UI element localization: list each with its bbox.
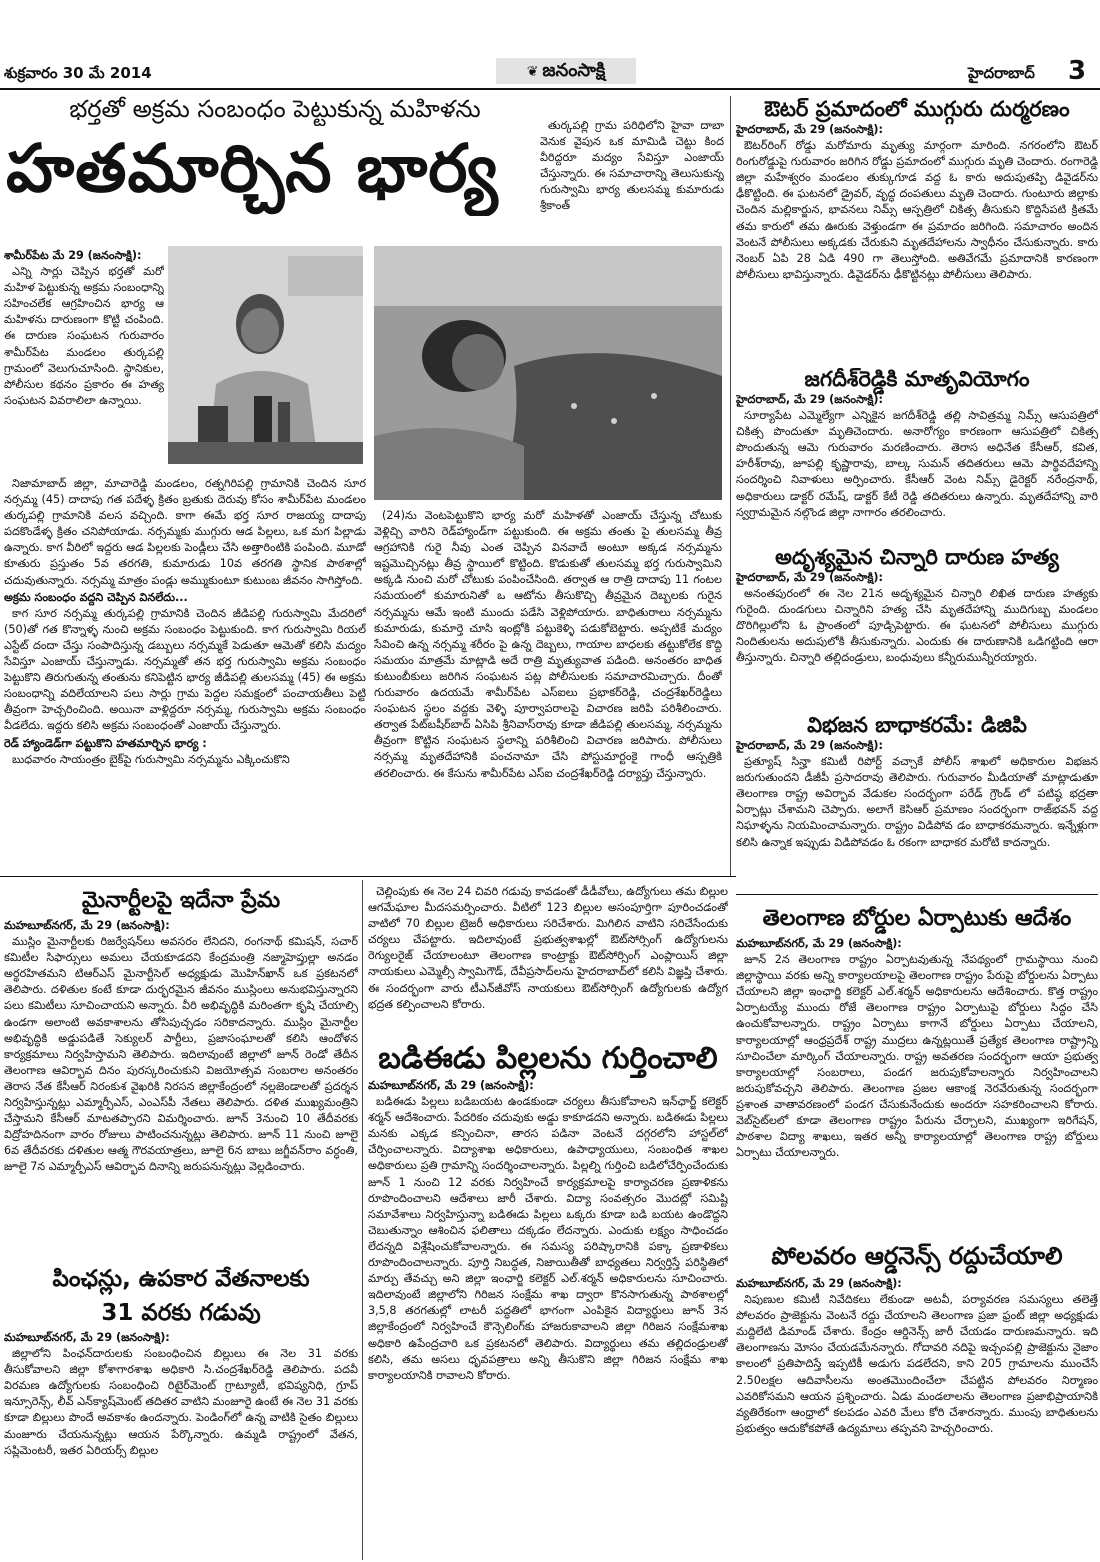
lead-column-a-text: ఎన్ని సార్లు చెప్పిన భర్తతో మరో మహిళ పెట్టుకున్న అక్రమ సంబంధాన్ని సహించలేక ఆగ్రహించిన భార్య ఆ మహిళను దారుణంగా కొట్టి చంపింది. ఈ దారుణ సంఘటన గురువారం శామీర్‌పేట మండలం తుర్కపల్లి గ్రామంలో వెలుగుచూసింది. స్థానికుల, పోలీసుల కథనం ప్రకారం ఈ హత్య సంఘటన వివరాలిలా ఉన్నాయి. — [4, 265, 164, 407]
story-body: అనంతపురంలో ఈ నెల 21న అదృశ్యమైన చిన్నారి లిఖిత దారుణ హత్యకు గురైంది. దుండగులు చిన్నారిని హత్య చేసి మృతదేహాన్ని ముదిగుబ్బ మండలం దొరిగిల్లులోని ఓ ప్రాంతంలో పూడ్చిపెట్టారు. ఈ ఘటనలో పోలీసులు ముగ్గురు నిందితులను అదుపులోకి తీసుకున్నారు. ఎందుకు ఈ దారుణానికి ఒడిగట్టింది ఆరా తీస్తున్నారు. చిన్నారి తల్లిదండ్రులు, బంధువులు కన్నీరుమున్నీరయ్యారు. — [736, 587, 1098, 665]
masthead — [0, 56, 1100, 86]
issue-date: శుక్రవారం 30 మే 2014 — [4, 64, 152, 82]
story-headline: తెలంగాణ బోర్డుల ఏర్పాటుకు ఆదేశం — [762, 906, 1072, 931]
jagadish-reddy-story — [736, 366, 1098, 538]
missing-child-story — [736, 544, 1098, 708]
lead-kicker: భర్తతో అక్రమ సంబంధం పెట్టుకున్న మహిళను — [69, 95, 481, 123]
pensions-story — [4, 1262, 358, 1560]
lead-intro-text: తుర్కపల్లి గ్రామ పరిధిలోని హైవా దాబా వెనుక వైపున ఒక మామిడి చెట్టు కింద వీరిద్దరూ మద్యం సేవిస్తూ ఎంజాయ్ చేస్తున్నారు. ఈ సమాచారాన్ని తెలుసుకున్న గురుస్వామి భార్య తులసమ్మ కుమారుడు శ్రీకాంత్ — [540, 119, 724, 213]
story-dateline: హైదరాబాద్, మే 29 (జనంసాక్షి): — [736, 739, 883, 752]
story-dateline: హైదరాబాద్, మే 29 (జనంసాక్షి): — [736, 393, 883, 406]
lead-column-c-text: (24)ను వెంటపెట్టుకొని భార్య మరో మహిళతో ఎంజాయ్ చేస్తున్న చోటుకు వెళ్లిచ్చి వారిని రెడ్‌హ్యాండ్‌గా పట్టుకుంది. ఈ అక్రమ తంతు పై తులసమ్మ తీవ్ర ఆగ్రహానికి గురై నీవు ఎంత చెప్పిన వినవాదే అంటూ అక్కడ నర్సమ్మను ఇష్టమొచ్చినట్లు తీవ్ర స్థాయిలో కొట్టింది. కొడుకుతో తులసమ్మ భర్త గురుస్వామిని అక్కడి నుంచి మరో చోటుకు పంపించేసింది. తర్వాత ఆ రాత్రి దాదాపు 11 గంటల సమయంలో కుమారునితో ఒ ఆటోను తీసుకొచ్చి తీవ్రమైన దెబ్బలకు గురైన నర్సమ్మను ఆమే ఇంటి ముందు పడేసి వెళ్లిపోయారు. బాధితురాలు నర్సమ్మను కుమారుడు, కుమార్తె చూసి ఇంట్లోకి పట్టుకెళ్ళి పడుకోబెట్టారు. అప్పటికే మద్యం సేవించి ఉన్న నర్సమ్మ శరీరం పై ఉన్న దెబ్బలు, గాయాల బాధలకు తట్టుకోలేక కొద్ది సమయం మాత్రమే మాట్లాడి అదే రాత్రి మృత్యువాత పడింది. అనంతరం బాధిత కుటుంబీకులు జరిగిన సంఘటన పట్ల పోలీసులకు సమాచారమిచ్చారు. దీంతో గురువారం ఉదయమే శామీర్‌పేట ఎస్‌ఐలు ప్రభాకర్‌రెడ్డి, చంద్రశేఖర్‌రెడ్డిలు సంఘటన స్థలం వద్దకు వెళ్ళి పూర్వాపరాలపై విచారణ జరిపి పరిశీలించారు. తర్వాత పేట్‌బషీర్‌బాద్ ఏసిపి శ్రీనివాస్‌రావు కూడా జీడిపల్లి తులసమ్మ, నర్సమ్మను తీవ్రంగా కొట్టిన సంఘటన స్థలాన్ని పరిశీలించి విచారణ జరిపారు. పోలీసులు నర్సమ్మ మృతదేహానికి పంచనామా చేసి పోస్టుమార్టంకై గాంధీ ఆస్పత్రికి తరలించారు. ఈ కేసును శామీర్‌పేట ఎస్‌ఐ చంద్రశేఖర్‌రెడ్డి దర్యాప్తు చేస్తున్నారు. — [374, 509, 722, 780]
lead-headline: హతమార్చిన భార్య — [6, 130, 499, 207]
story-headline: మైనార్టీలపై ఇదేనా ప్రేమ — [81, 888, 281, 913]
story-body: ముస్లిం మైనార్టీలకు రిజర్వేషన్‌లు అవసరం లేనిదని, రంగనాథ్ కమిషన్, సచార్ కమిటీల సిఫార్సులు అమలు చేయకూడదని కేంద్రమంత్రి నజ్మాహెప్తుల్లా అనడం అర్థరహితమని టిఆర్‌ఎస్ మైనార్టీసెల్ అధ్యక్షుడు మొహిన్‌ఖాన్ ఒక ప్రకటనలో తెలిపారు. దళితుల కంటే కూడా దుర్భరమైన జీవనం ముస్లింలు అనుభవిస్తున్నారని పలు కమిటీలు సూచించాయని అన్నారు. వీరి అభివృద్ధికి మరింతగా కృషి చేయాల్సి ఉండగా అలాంటి అవకాశాలను తోసిపుచ్చడం సరికాదన్నారు. ముస్లిం మైనార్టీల అభివృద్ధికి అడ్డుపడితే సెక్యులర్ పార్టీలు, ప్రజాసంఘాలతో కలిసి ఆందోళన కార్యక్రమాలు నిర్వహిస్తామని తెలిపారు. ఇదిలావుంటే జిల్లాలో జూన్ రెండో తేదీన తెలంగాణ ఆవిర్భావ దినం పురస్కరించుకుని విజయోత్సవ సంబరాల అనంతరం తెరాస నేత కేసీఆర్ నిరంకుశ వైఖరికి నిరసన జిల్లాకేంద్రంలో నల్లజెండాలతో ప్రదర్శన నిర్వహిస్తున్నట్లు ఎమ్మార్పీఎస్, ఎంఎస్‌పీ నేతలు తెలిపారు. దళిత ముఖ్యమంత్రిని చేస్తామని కేసీఆర్ మాటతప్పారని విమర్శించారు. జూన్ 3నుంచి 10 తేదీవరకు విద్రోహదినంగా వారం రోజులు పాటించనున్నట్లు తెలిపారు. జూన్ 11 నుంచి జూలై 6వ తేదీవరకు దళితుల ఆత్మ గౌరవయాత్రలు, జూలై 6న బాబు జగ్జీవన్‌రాం వర్ధంతి, జూలై 7న ఎమ్మార్పీఎస్ ఆవిర్భావ దినాన్ని జరుపనున్నట్లు వెల్లడించారు. — [4, 935, 358, 1174]
lead-column-b3-text: బుధవారం సాయంత్రం బైక్‌పై గురుస్వామి నర్సమ్మను ఎక్కించుకొని — [12, 752, 290, 766]
right-rule — [736, 894, 1098, 895]
story-headline: బడిఈడు పిల్లలను గుర్తించాలి — [378, 1041, 718, 1076]
leaf-icon: ❦ — [526, 64, 539, 80]
story-body: సూర్యాపేట ఎమ్మెల్యేగా ఎన్నికైన జగదీశ్‌రెడ్డి తల్లి సావిత్రమ్మ నిమ్స్ ఆసుపత్రిలో చికిత్స పొందుతూ మృతిచెందారు. అనారోగ్యం కారణంగా ఆసుపత్రిలో చికిత్స పొందుతున్న ఆమె గురువారం మరణించారు. తెరాస అధినేత కేసీఆర్, కవిత, హరీశ్‌రావు, జూపల్లి కృష్ణారావు, బాల్క సుమన్ తదితరులు ఆమె పార్థివదేహాన్ని సందర్శించి నివాళులు అర్పించారు. కేసీఆర్ వెంట నిమ్స్ డైరెక్టర్ నరేంద్రనాథ్, అధికారులు డాక్టర్ రమేష్, డాక్టర్ కేటీ రెడ్డి తదితరులు ఉన్నారు. మృతదేహాన్ని వారి స్వగ్రామమైన నల్గొండ జిల్లా నాగారం తరలించారు. — [736, 409, 1098, 519]
police-officer-photo — [168, 246, 363, 464]
lead-column-b2-text: కాగ సూర నర్సమ్మ తుర్కపల్లి గ్రామానికి చెందిన జీడిపల్లి గురుస్వామి మేదరిలో (50)తో గత కొన్నాళ్ళ నుంచి అక్రమ సంబంధం పెట్టుకుంది. కాగ గురుస్వామి రియల్ ఎస్టేట్ దందా చేస్తు సంపాదిస్తున్న డబ్బులు నర్సమ్మకే పెడుతూ ఆమెతో కలిసి మద్యం సేవిస్తూ ఎంజాయ్ చేస్తున్నాడు. నర్సమ్మతో తన భర్త గురుస్వామి అక్రమ సంబంధం పెట్టుకొని తిరుగుతున్న తంతును కనిపెట్టిన భార్య జీడిపల్లి తులసమ్మ (45) ఈ అక్రమ సంబంధాన్ని వదిలేయాలని పలు సార్లు గ్రామ పెద్దల సమక్షంలో పంచాయతీలు పెట్టి తీవ్రంగా హెచ్చరించింది. అయినా వాళ్లిద్దరూ నర్సమ్మ, గురుస్వామి అక్రమ సంబంధం వీడలేదు. ఇద్దరు కలిసి అక్రమ సంబంధంతో ఎంజాయ్ చేస్తున్నారు. — [4, 606, 366, 733]
story-body: బడిఈడు పిల్లలు బడిబయట ఉండకుండా చర్యలు తీసుకోవాలని ఇన్‌ఛార్జ్ కలెక్టర్ శర్మన్ ఆదేశించారు. పేదరికం చదువుకు అడ్డు కాకూడదని అన్నారు. బడిఈడు పిల్లలు మనకు ఎక్కడ కన్పించినా, తారస పడినా వెంటనే దగ్గరలోని హాస్టల్‌లో చేర్పించాలన్నారు. విద్యాశాఖ అధికారులు, ఉపాధ్యాయులు, సంబంధిత శాఖల అధికారులు ప్రతి గ్రామాన్ని సందర్శించాలన్నారు. పిల్లల్ని గుర్తించి బడిలోచేర్పించేందుకు జూన్ 1 నుంచి 12 వరకు నిర్వహించే కార్యక్రమాలపై కార్యాచరణ ప్రణాళికను రూపొందించాలని ఆదేశాలు జారీ చేశారు. విద్యా సంవత్సరం మొదట్లో సమిష్టి సమావేశాలు నిర్వహిస్తున్నా బడిఈడు పిల్లలు ఒక్కరు కూడా బడి బయట ఉండొద్దని చెబుతున్నాం ఆశించిన ఫలితాలు దక్కడం లేదన్నారు. ఎందుకు లక్ష్యం సాధించడం లేదన్నది విశ్లేషించుకోవాలన్నారు. ఈ సమస్య పరిష్కారానికి పక్కా ప్రణాళికలు రూపొందించాలన్నారు. పూర్తి నిబద్ధత, నిజాయితీతో బాధ్యతలు నిర్వర్తిస్తే పరిస్థితిలో మార్పు తేవచ్చు అని జిల్లా ఇంఛార్జి కలెక్టర్ ఎల్.శర్మన్ అధికారులను సూచించారు. ఇదిలావుంటే జిల్లాలోని గిరిజన సంక్షేమ శాఖ ద్వారా కొనసాగుతున్న పాఠశాలల్లో 3,5,8 తరగతుల్లో లాటరీ పద్ధతిలో భాగంగా ఎంపికైన విద్యార్థులు జూన్ 3న జిల్లాకేంద్రంలో నిర్వహించే కౌన్సెలింగ్‌కు హాజరుకావాలని జిల్లా గిరిజన సంక్షేమశాఖ అధికారి ఉపేంద్రచారి ఒక ప్రకటనలో తెలిపారు. విద్యార్థులు తమ తల్లిదండ్రులతో కలిసి, తమ అసలు ధృవపత్రాలు అన్ని తీసుకొని జిల్లా గిరిజన సంక్షేమ శాఖ కార్యాలయానికి రావాలని కోరారు. — [368, 1095, 728, 1382]
paper-name: జనంసాక్షి — [542, 60, 606, 81]
victim-photo-art — [374, 246, 722, 500]
lead-column-c — [374, 508, 722, 860]
story-dateline: మహబూబ్‌నగర్, మే 29 (జనంసాక్షి): — [736, 1277, 902, 1290]
story-headline: విభజన బాధాకరమే: డిజిపి — [807, 713, 1027, 737]
school-children-story — [368, 1040, 728, 1560]
bottom-column-divider — [362, 880, 363, 1560]
story-headline-2: 31 వరకు గడువు — [101, 1300, 261, 1326]
paper-logo — [496, 58, 636, 84]
story-dateline: మహబూబ్‌నగర్, మే 29 (జనంసాక్షి): — [4, 1331, 170, 1344]
page-number: 3 — [1067, 56, 1087, 86]
masthead-rule — [0, 88, 1100, 90]
story-headline: పోలవరం ఆర్డనెన్స్ రద్దుచేయాలి — [771, 1242, 1063, 1270]
police-officer-photo-art — [168, 246, 363, 464]
story-dateline: హైదరాబాద్, మే 29 (జనంసాక్షి): — [736, 571, 883, 584]
edition-city: హైదరాబాద్ — [968, 64, 1035, 82]
victim-photo — [374, 246, 722, 500]
column-divider — [730, 96, 731, 876]
lead-column-a — [4, 248, 164, 474]
lead-subhead-2: రెడ్ హ్యాండెడ్‌గా పట్టుకొని హతమార్చిన భార్య : — [4, 736, 207, 750]
story-body: ఔటర్‌రింగ్ రోడ్డు మరోమారు మృత్యు మార్గంగా మారింది. నగరంలోని ఔటర్ రింగురోడ్డుపై గురువారం జరిగిన రోడ్డు ప్రమాదంలో ముగ్గురు మృతి చెందారు. రంగారెడ్డి జిల్లా మహేశ్వరం మండలం తుక్కుగూడ వద్ద ఓ కారు అదుపుతప్పి డివైడర్‌ను ఢీకొట్టింది. ఈ ఘటనలో డ్రైవర్, వృద్ధ దంపతులు మృతి చెందారు. గుంటూరు జిల్లాకు చెందిన మల్లికార్జున, భావనలు నిమ్స్ ఆస్పత్రిలో చికిత్స తీసుకుని కొద్దిసేపటి క్రితమే తమ కారులో తమ ఊరుకు వెళ్తుండగా ఈ ప్రమాదం జరిగింది. సమాచారం అందిన వెంటనే పోలీసులు అక్కడకు చేరుకుని మృతదేహాలను స్వాధీనం చేసుకున్నారు. కారు నెంబర్ ఏపి 28 ఏడి 490 గా తెలుస్తోంది. అతివేగమే ప్రమాదానికి కారణంగా పోలీసులు భావిస్తున్నారు. డివైడర్‌ను ఢీకొట్టినట్లు పోలీసులు తెలిపారు. — [736, 139, 1098, 281]
story-body: నిపుణుల కమిటీ నివేదికలు లేకుండా అటవీ, పర్యావరణ సమస్యలు తలెత్తే పోలవరం ప్రాజెక్టును వెంటనే రద్దు చేయాలని తెలంగాణ ప్రజా ఫ్రంట్ జిల్లా అధ్యక్షుడు మద్దిలేటి డిమాండ్ చేశారు. కేంద్రం ఆర్డినెన్స్ జారీ చేయడం దారుణమన్నారు. ఇది తెలంగాణను మోసం చేయడమేనన్నారు. గోదావరి నదిపై ఇచ్చంపల్లి ప్రాజెక్టును నైజాం కాలంలో ప్రతిపాదిస్తే ఇప్పటికీ అడుగు పడలేదని, కాని 205 గ్రామాలను ముంచేసే 2.50లక్షల ఆదివాసీలను అంతమొందించేలా చేపట్టిన పోలవరం నిర్మాణం ఎవరికోసమని ఆయన ప్రశ్నించారు. ఏడు మండలాలను తెలంగాణ ప్రజాభిప్రాయానికి వ్యతిరేకంగా ఆంధ్రాలో కలపడం ఎవరి మేలు కోరి చేశారన్నారు. ముంపు బాధితులను ప్రభుత్వం ఆదుకోకపోతే ఉద్యమాలు తప్పవని హెచ్చరించారు. — [736, 1293, 1098, 1435]
lead-dateline: శామీర్‌పేట మే 29 (జనంసాక్షి): — [4, 249, 142, 262]
story-dateline: మహబూబ్‌నగర్, మే 29 (జనంసాక్షి): — [4, 919, 170, 932]
section-rule — [0, 876, 736, 877]
story-headline: అదృశ్యమైన చిన్నారి దారుణ హత్య — [775, 545, 1059, 569]
story-dateline: హైదరాబాద్, మే 29 (జనంసాక్షి): — [736, 123, 883, 136]
lead-intro — [540, 118, 724, 246]
lead-column-b-text: నిజామాబాద్ జిల్లా, మాచారెడ్డి మండలం, రత్నగిరిపల్లి గ్రామానికి చెందిన సూర నర్సమ్మ (45) దాదాపు గత పదేళ్ళ క్రితం బ్రతుకు దెరువు కోసం శామీర్‌పేట మండలం తుర్కపల్లి గ్రామానికి వలస వచ్చింది. కాగా ఈమే భర్త సూర రాజయ్య దాదాపు పదకొండేళ్ళ క్రితం చనిపోయాడు. నర్సమ్మకు ముగ్గురు ఆడ పిల్లలు, ఒక మగ పిల్లాడు ఉన్నారు. కాగ వీరిలో ఇద్దరు ఆడ పిల్లలకు పెండ్లీలు చేసి అత్తారింటికి పంపింది. మూడో కూతురు ప్రస్తుతం 5వ తరగతి, కుమారుడు 10వ తరగతి స్థానిక పాఠశాల్లో చదువుతున్నారు. నర్సమ్మ మాత్రం పండ్లు అమ్ముకుంటూ కుటుంబ జీవనం సాగిస్తోంది. — [4, 477, 366, 587]
polavaram-story — [736, 1236, 1098, 1560]
minorities-story — [4, 884, 358, 1256]
story-continuation: చెల్లింపుకు ఈ నెల 24 చివరి గడువు కావడంతో డీడీవోలు, ఉద్యోగులు తమ బిల్లుల ఆగమేఘాల మీదసమర్పించారు. వీటిలో 123 బిల్లుల అసంపూర్తిగా పూరించడంతో వాటిలో 70 బిల్లుల ట్రెజరీ అధికారులు సరిచేశారు. మిగిలిన వాటిని సరిచేసేందుకు చర్యలు చేపట్టారు. ఇదిలావుంటే ప్రభుత్వశాఖల్లో ఔట్‌సోర్సింగ్ ఉద్యోగులను రెగ్యులరైజ్ చేయాలంటూ తెలంగాణ కాంట్రాక్టు ఔట్‌సోర్సింగ్ ఎంప్లాయిస్ జిల్లా నాయకులు ఎమ్మెల్సీ స్వామిగౌడ్, దేవీప్రసాద్‌లను హైదరాబాద్‌లో కలిసి విజ్ఞప్తి చేశారు. ఈ సందర్భంగా వారు టీఎన్‌జీవోస్ నాయకులు ఔట్‌సోర్సింగ్ ఉద్యోగులకు ఉద్యోగ భద్రత కల్పించాలని కోరారు. — [368, 885, 728, 1011]
telangana-boards-story — [736, 902, 1098, 1230]
story-headline: జగదీశ్‌రెడ్డికి మాతృవియోగం — [804, 367, 1030, 391]
story-headline-1: పింఛన్లు, ఉపకార వేతనాలకు — [52, 1266, 310, 1292]
story-dateline: మహబూబ్‌నగర్, మే 29 (జనంసాక్షి): — [368, 1079, 534, 1092]
lead-column-b — [4, 476, 366, 860]
story-body: జిల్లాలోని పింఛన్‌దారులకు సంబంధించిన బిల్లులు ఈ నెల 31 వరకు తీసుకోవాలని జిల్లా కోశాగారశాఖ అధికారి సి.చంద్రశేఖర్‌రెడ్డి తెలిపారు. పదవీ విరమణ ఉద్యోగులకు సంబంధించి రిటైర్‌మెంట్ గ్రాట్యూటీ, భవిష్యనిధి, గ్రూప్ ఇన్సూరెన్స్, లీవ్ ఎన్‌క్యాష్‌మెంట్ తదితర వాటిని మంజూరై ఉంటే ఈ నెల 31 వరకు కూడా బిల్లులు పొందే అవకాశం ఉందన్నారు. పెండింగ్‌లో ఉన్న వాటికి సైతం బిల్లులు మంజూరు చేయనున్నట్లు ఆయన పేర్కొన్నారు. ఉమ్మడి రాష్ట్రంలో వేతన, సప్లిమెంటరీ, ఇతర ఏరియర్స్ బిల్లుల — [4, 1347, 358, 1457]
story-dateline: మహబూబ్‌నగర్, మే 29 (జనంసాక్షి): — [736, 937, 902, 950]
lead-subhead-1: అక్రమ సంబంధం వద్దని చెప్పిన వినలేదు... — [4, 590, 188, 604]
outer-ring-story — [736, 96, 1098, 356]
pensions-story-continued — [368, 884, 728, 1036]
story-headline: ఔటర్ ప్రమాదంలో ముగ్గురు దుర్మరణం — [764, 97, 1070, 121]
story-body: ప్రత్యూష్ సిన్హా కమిటీ రిపోర్ట్ వచ్చాకే పోలీస్ శాఖలో అధికారుల విభజన జరుగుతుందని డీజీపీ ప్రసాదరావు తెలిపారు. గురువారం మీడియాతో మాట్లాడుతూ తెలంగాణ రాష్ట్ర అవిర్భావ వేడుకల సందర్భంగా పరేడ్ గ్రౌండ్ లో పటిష్ఠ భద్రతా ఏర్పాట్లు చేశామని చెప్పారు. అలాగే కెసిఆర్ ప్రమాణం సందర్భంగా రాజ్‌భవన్ వద్ద నిఘాళ్ళను నియమించామన్నారు. రాష్ట్రం విడిపోవ డం బాధాకరమన్నారు. ఇన్నేళ్లుగా కలిసి ఉన్నాక ఇప్పుడు విడిపోవడం ఓ రకంగా బాధాకర మరోటి కాదన్నారు. — [736, 755, 1098, 849]
dgp-story — [736, 712, 1098, 890]
story-body: జూన్ 2న తెలంగాణ రాష్ట్రం ఏర్పాటవుతున్న నేపథ్యంలో గ్రామస్థాయి నుంచి జిల్లాస్థాయి వరకు అన్ని కార్యాలయాలపై తెలంగాణ రాష్ట్రం పేరుపై బోర్డులను ఏర్పాటు చేయాలని జిల్లా ఇంఛార్జి కలెక్టర్ ఎల్.శర్మన్ అధికారులను ఆదేశించారు. కొత్త రాష్ట్రం ఏర్పాటయ్యే ముందు రోజే తెలంగాణ రాష్ట్రం ఏర్పాటుపై బోర్డులు సిద్ధం చేసి ఉంచుకోవాలన్నారు. రాష్ట్రం ఏర్పాటు కాగానే బోర్డులు ఏర్పాటు చేయాలని, కార్యాలయాల్లో ఆంధ్రప్రదేశ్ రాష్ట్ర ముద్రలు ఉన్నట్లయితే ప్రత్యేక తెలంగాణ రాష్ట్రాన్ని సూచించేలా మార్కింగ్ చేయాలన్నారు. రాష్ట్ర అవతరణ సందర్భంగా ఆయా ప్రభుత్వ కార్యాలయాల్లో సంబరాలు, పండగ జరుపుకోవాలన్నారు నిర్వహించాలని జరుపుకోవచ్చని తెలిపారు. తెలంగాణ ప్రజల ఆకాంక్ష నెరవేరుతున్న సందర్భంగా ప్రశాంత వాతావరణంలో పండగ చేసుకునేందుకు అందరూ సహకరించాలని కోరారు. వెబ్‌సైట్‌లలో కూడా తెలంగాణ రాష్ట్రం పేరును చేర్చాలని, ముఖ్యంగా ఇరిగేషన్, పాఠశాల విద్యా శాఖలు, ఇతర అన్నీ కార్యాలయాల్లో తెలంగాణ రాష్ట్ర బోర్డులు ఏర్పాటు చేయాలన్నారు. — [736, 953, 1098, 1160]
